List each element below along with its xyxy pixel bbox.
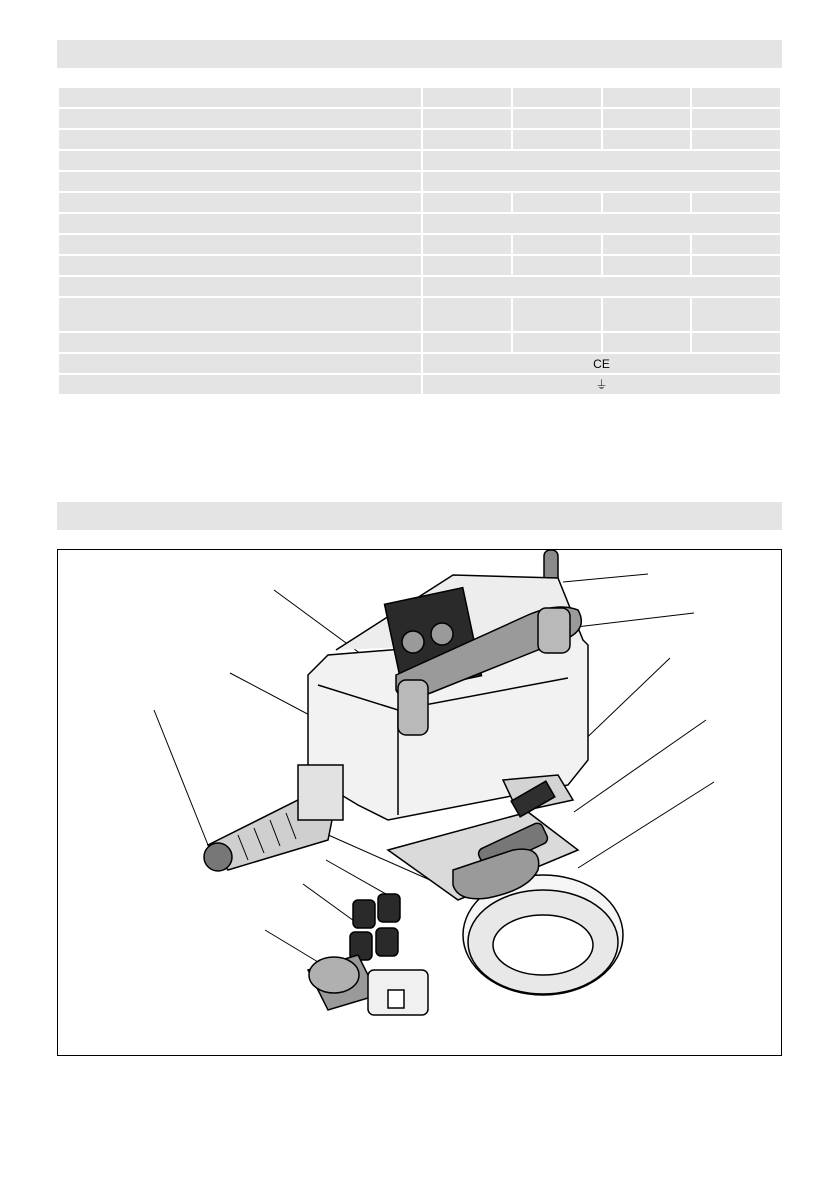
section-header-device-description [57, 502, 782, 530]
table-row [58, 150, 781, 171]
table-row [58, 297, 781, 332]
table-row [58, 108, 781, 129]
table-row [58, 255, 781, 276]
table-row [58, 171, 781, 192]
table-row [58, 87, 781, 108]
section-header-technical-data [57, 40, 782, 68]
table-row [58, 213, 781, 234]
table-row [58, 234, 781, 255]
earth-ground-icon: ⏚ [422, 374, 781, 395]
ce-mark-icon: CE [422, 353, 781, 374]
technical-data-table [57, 86, 782, 396]
table-row [58, 353, 781, 374]
device-figure [57, 549, 782, 1056]
table-row [58, 332, 781, 353]
table-row [58, 276, 781, 297]
table-row [58, 129, 781, 150]
table-row [58, 192, 781, 213]
welding-machine-illustration [58, 550, 781, 1055]
table-row [58, 374, 781, 395]
